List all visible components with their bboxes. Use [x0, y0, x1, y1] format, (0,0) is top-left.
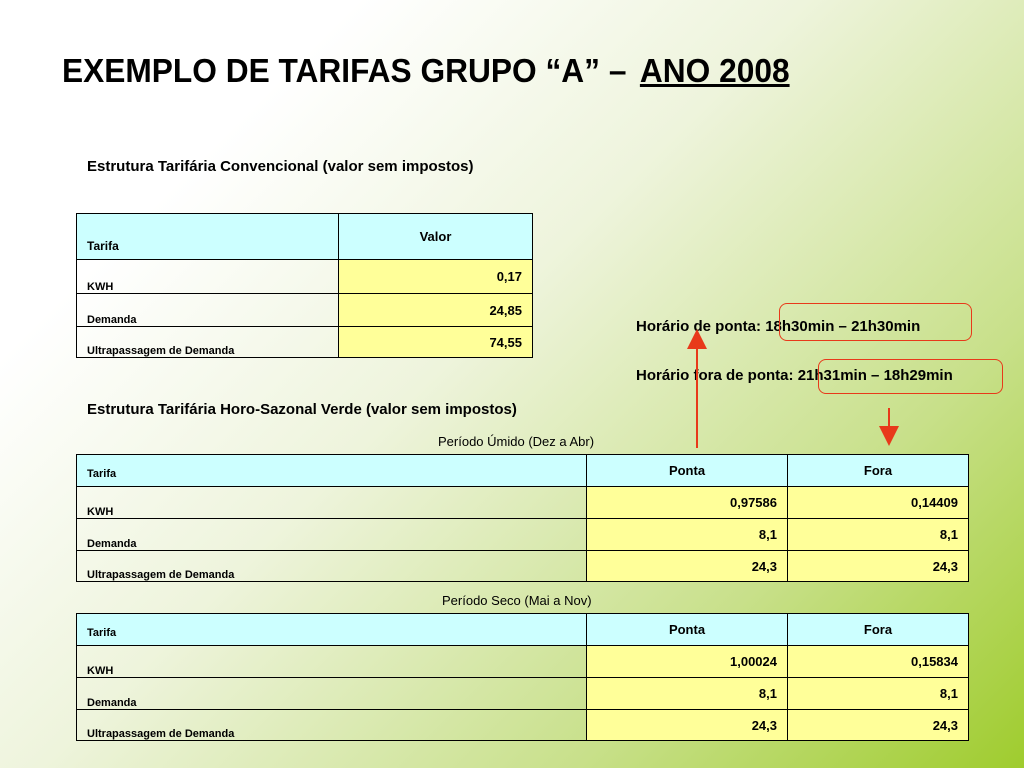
row-label: Ultrapassagem de Demanda [77, 327, 339, 358]
row-label: Demanda [77, 519, 587, 551]
seco-caption: Período Seco (Mai a Nov) [442, 593, 592, 608]
verde-heading: Estrutura Tarifária Horo-Sazonal Verde (valor sem impostos) [87, 401, 517, 418]
col-tarifa-header: Tarifa [77, 214, 339, 260]
row-fora: 24,3 [788, 710, 969, 741]
row-ponta: 1,00024 [587, 646, 788, 678]
row-value: 24,85 [339, 294, 533, 327]
row-ponta: 24,3 [587, 710, 788, 741]
row-value: 0,17 [339, 260, 533, 294]
table-row [77, 519, 969, 551]
col-ponta-header: Ponta [587, 614, 788, 646]
seco-table [76, 613, 969, 741]
row-label: Ultrapassagem de Demanda [77, 710, 587, 741]
row-fora: 8,1 [788, 519, 969, 551]
table-row [77, 487, 969, 519]
horario-fora-value: 21h31min – 18h29min [797, 367, 953, 384]
col-ponta-header: Ponta [587, 455, 788, 487]
table-header-row [77, 455, 969, 487]
horario-ponta-label: Horário de ponta: [636, 318, 762, 335]
row-fora: 0,14409 [788, 487, 969, 519]
table-header-row [77, 614, 969, 646]
row-ponta: 0,97586 [587, 487, 788, 519]
horario-ponta-value: 18h30min – 21h30min [765, 318, 921, 335]
row-ponta: 8,1 [587, 519, 788, 551]
row-ponta: 24,3 [587, 551, 788, 582]
row-label: Ultrapassagem de Demanda [77, 551, 587, 582]
row-label: Demanda [77, 678, 587, 710]
row-fora: 8,1 [788, 678, 969, 710]
row-label: KWH [77, 487, 587, 519]
row-fora: 0,15834 [788, 646, 969, 678]
table-row [77, 678, 969, 710]
horario-fora-label: Horário fora de ponta: [636, 367, 794, 384]
row-fora: 24,3 [788, 551, 969, 582]
table-row [77, 646, 969, 678]
row-value: 74,55 [339, 327, 533, 358]
col-tarifa-header: Tarifa [77, 614, 587, 646]
row-label: KWH [77, 646, 587, 678]
row-ponta: 8,1 [587, 678, 788, 710]
umido-caption: Período Úmido (Dez a Abr) [438, 434, 595, 449]
umido-table [76, 454, 969, 582]
title-year: ANO 2008 [639, 52, 790, 89]
row-label: KWH [77, 260, 339, 294]
convencional-heading: Estrutura Tarifária Convencional (valor sem impostos) [87, 158, 474, 175]
col-fora-header: Fora [788, 614, 969, 646]
row-label: Demanda [77, 294, 339, 327]
table-row [77, 710, 969, 741]
col-valor-header: Valor [339, 214, 533, 260]
table-row [77, 551, 969, 582]
title-main: EXEMPLO DE TARIFAS GRUPO “A” – [62, 52, 627, 89]
col-fora-header: Fora [788, 455, 969, 487]
col-tarifa-header: Tarifa [77, 455, 587, 487]
